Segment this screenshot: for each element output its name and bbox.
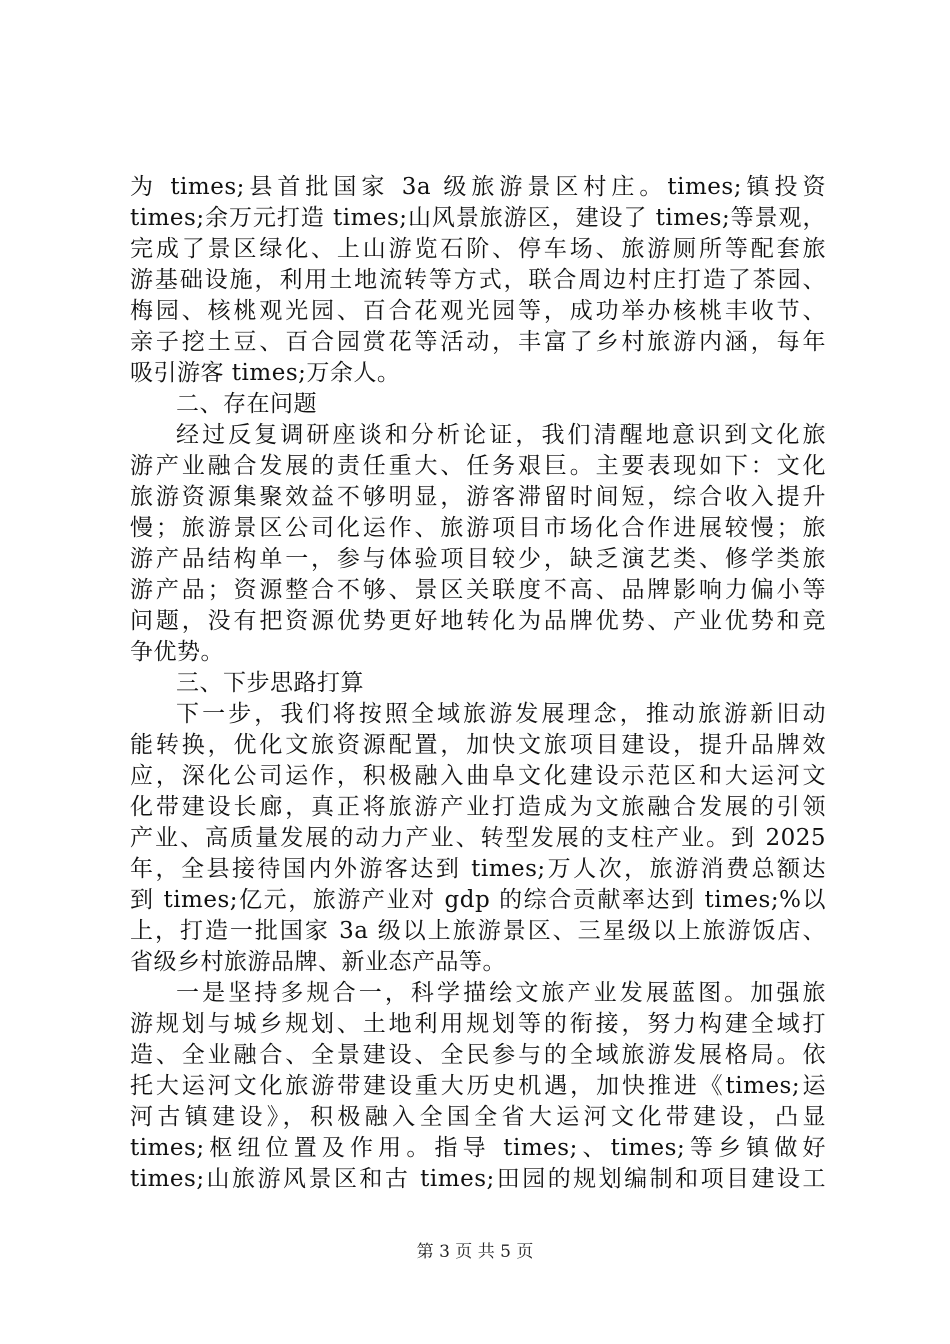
paragraph-planning-line: times;山旅游风景区和古 times;田园的规划编制和项目建设工 [130,1166,826,1192]
document-body [130,172,826,1195]
paragraph-planning-line: 托大运河文化旅游带建设重大历史机遇，加快推进《times;运 [130,1073,826,1099]
paragraph-next-steps-line: 上，打造一批国家 3a 级以上旅游景区、三星级以上旅游饭店、 [130,918,826,944]
paragraph-next-steps-line: 年，全县接待国内外游客达到 times;万人次，旅游消费总额达 [130,856,826,882]
paragraph-planning-line: 一是坚持多规合一，科学描绘文旅产业发展蓝图。加强旅 [176,980,826,1006]
page-footer: 第 3 页 共 5 页 [416,1242,534,1262]
paragraph-next-steps-line: 下一步，我们将按照全域旅游发展理念，推动旅游新旧动 [176,701,826,727]
paragraph-problems-line: 经过反复调研座谈和分析论证，我们清醒地意识到文化旅 [176,422,826,448]
paragraph-problems-line: 问题，没有把资源优势更好地转化为品牌优势、产业优势和竞 [130,608,826,634]
paragraph-tourism-village-line: 为 times;县首批国家 3a 级旅游景区村庄。times;镇投资 [130,174,826,200]
paragraph-tourism-village-line: 亲子挖土豆、百合园赏花等活动，丰富了乡村旅游内涵，每年 [130,329,826,355]
paragraph-planning-line: 造、全业融合、全景建设、全民参与的全域旅游发展格局。依 [130,1042,826,1068]
paragraph-problems-line: 游产品结构单一，参与体验项目较少，缺乏演艺类、修学类旅 [130,546,826,572]
paragraph-planning-line: 河古镇建设》，积极融入全国全省大运河文化带建设，凸显 [130,1104,826,1130]
paragraph-problems-line: 旅游资源集聚效益不够明显，游客滞留时间短，综合收入提升 [130,484,826,510]
paragraph-next-steps-line: 应，深化公司运作，积极融入曲阜文化建设示范区和大运河文 [130,763,826,789]
paragraph-next-steps-line: 到 times;亿元，旅游产业对 gdp 的综合贡献率达到 times;%以 [130,887,826,913]
paragraph-problems-line: 游产业融合发展的责任重大、任务艰巨。主要表现如下：文化 [130,453,826,479]
paragraph-tourism-village-line: 梅园、核桃观光园、百合花观光园等，成功举办核桃丰收节、 [130,298,826,324]
heading-next-steps-line: 三、下步思路打算 [176,670,364,696]
paragraph-tourism-village-line: times;余万元打造 times;山风景旅游区，建设了 times;等景观， [130,205,826,231]
heading-existing-problems-line: 二、存在问题 [176,391,317,417]
paragraph-problems-line: 争优势。 [130,639,224,665]
paragraph-tourism-village-line: 游基础设施，利用土地流转等方式，联合周边村庄打造了茶园、 [130,267,826,293]
paragraph-next-steps-line: 省级乡村旅游品牌、新业态产品等。 [130,949,506,975]
paragraph-tourism-village-line: 吸引游客 times;万余人。 [130,360,401,386]
paragraph-next-steps-line: 化带建设长廊，真正将旅游产业打造成为文旅融合发展的引领 [130,794,826,820]
paragraph-next-steps-line: 产业、高质量发展的动力产业、转型发展的支柱产业。到 2025 [130,825,826,851]
paragraph-planning-line: 游规划与城乡规划、土地利用规划等的衔接，努力构建全域打 [130,1011,826,1037]
paragraph-problems-line: 游产品；资源整合不够、景区关联度不高、品牌影响力偏小等 [130,577,826,603]
paragraph-problems-line: 慢；旅游景区公司化运作、旅游项目市场化合作进展较慢；旅 [130,515,826,541]
paragraph-planning-line: times;枢纽位置及作用。指导 times;、times;等乡镇做好 [130,1135,826,1161]
paragraph-next-steps-line: 能转换，优化文旅资源配置，加快文旅项目建设，提升品牌效 [130,732,826,758]
paragraph-tourism-village-line: 完成了景区绿化、上山游览石阶、停车场、旅游厕所等配套旅 [130,236,826,262]
